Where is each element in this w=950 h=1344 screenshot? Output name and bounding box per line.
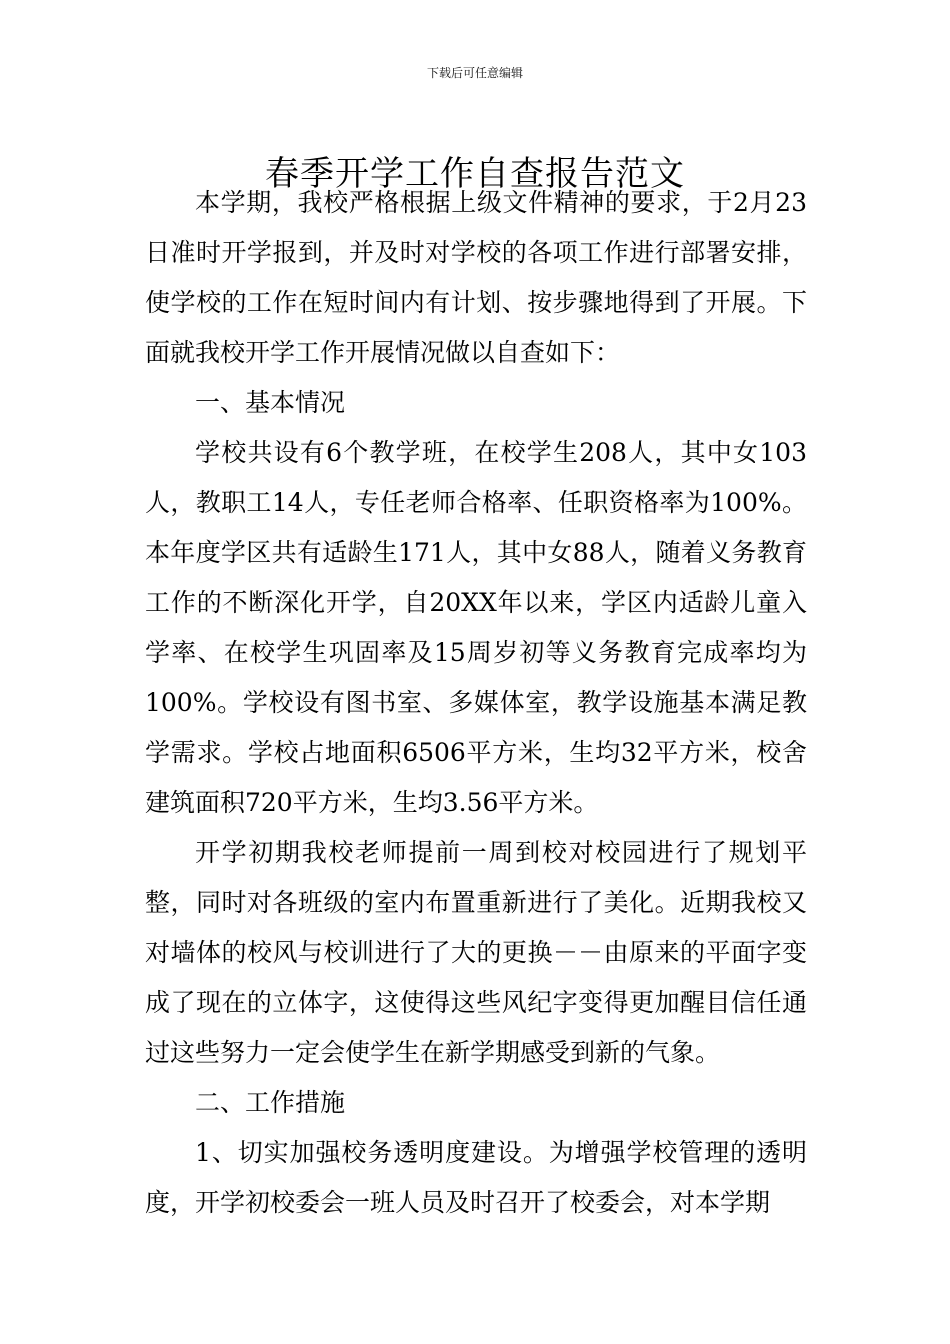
document-body — [145, 178, 807, 1228]
section-heading-work-measures: 二、工作措施 — [195, 1088, 346, 1117]
paragraph-campus-preparation: 开学初期我校老师提前一周到校对校园进行了规划平整，同时对各班级的室内布置重新进行了美化。近期我校又对墙体的校风与校训进行了大的更换－－由原来的平面字变成了现在的立体字，这使得这些风纪字变得更加醒目信任通过这些努力一定会使学生在新学期感受到新的气象。 — [145, 838, 807, 1067]
header-note: 下载后可任意编辑 — [426, 66, 523, 80]
section-heading-basic-situation: 一、基本情况 — [195, 388, 346, 417]
paragraph-intro: 本学期，我校严格根据上级文件精神的要求，于2月23日准时开学报到，并及时对学校的各项工作进行部署安排，使学校的工作在短时间内有计划、按步骤地得到了开展。下面就我校开学工作开展情况做以自查如下： — [145, 188, 807, 367]
paragraph-transparency: 1、切实加强校务透明度建设。为增强学校管理的透明度，开学初校委会一班人员及时召开了校委会，对本学期 — [145, 1138, 807, 1217]
document-title: 春季开学工作自查报告范文 — [265, 153, 685, 194]
paragraph-basic-situation: 学校共设有6个教学班，在校学生208人，其中女103人，教职工14人，专任老师合格率、任职资格率为100%。本年度学区共有适龄生171人，其中女88人，随着义务教育工作的不断深化开学，自20XX年以来，学区内适龄儿童入学率、在校学生巩固率及15周岁初等义务教育完成率均为100%。学校设有图书室、多媒体室，教学设施基本满足教学需求。学校占地面积6506平方米，生均32平方米，校舍建筑面积720平方米，生均3.56平方米。 — [145, 438, 807, 817]
